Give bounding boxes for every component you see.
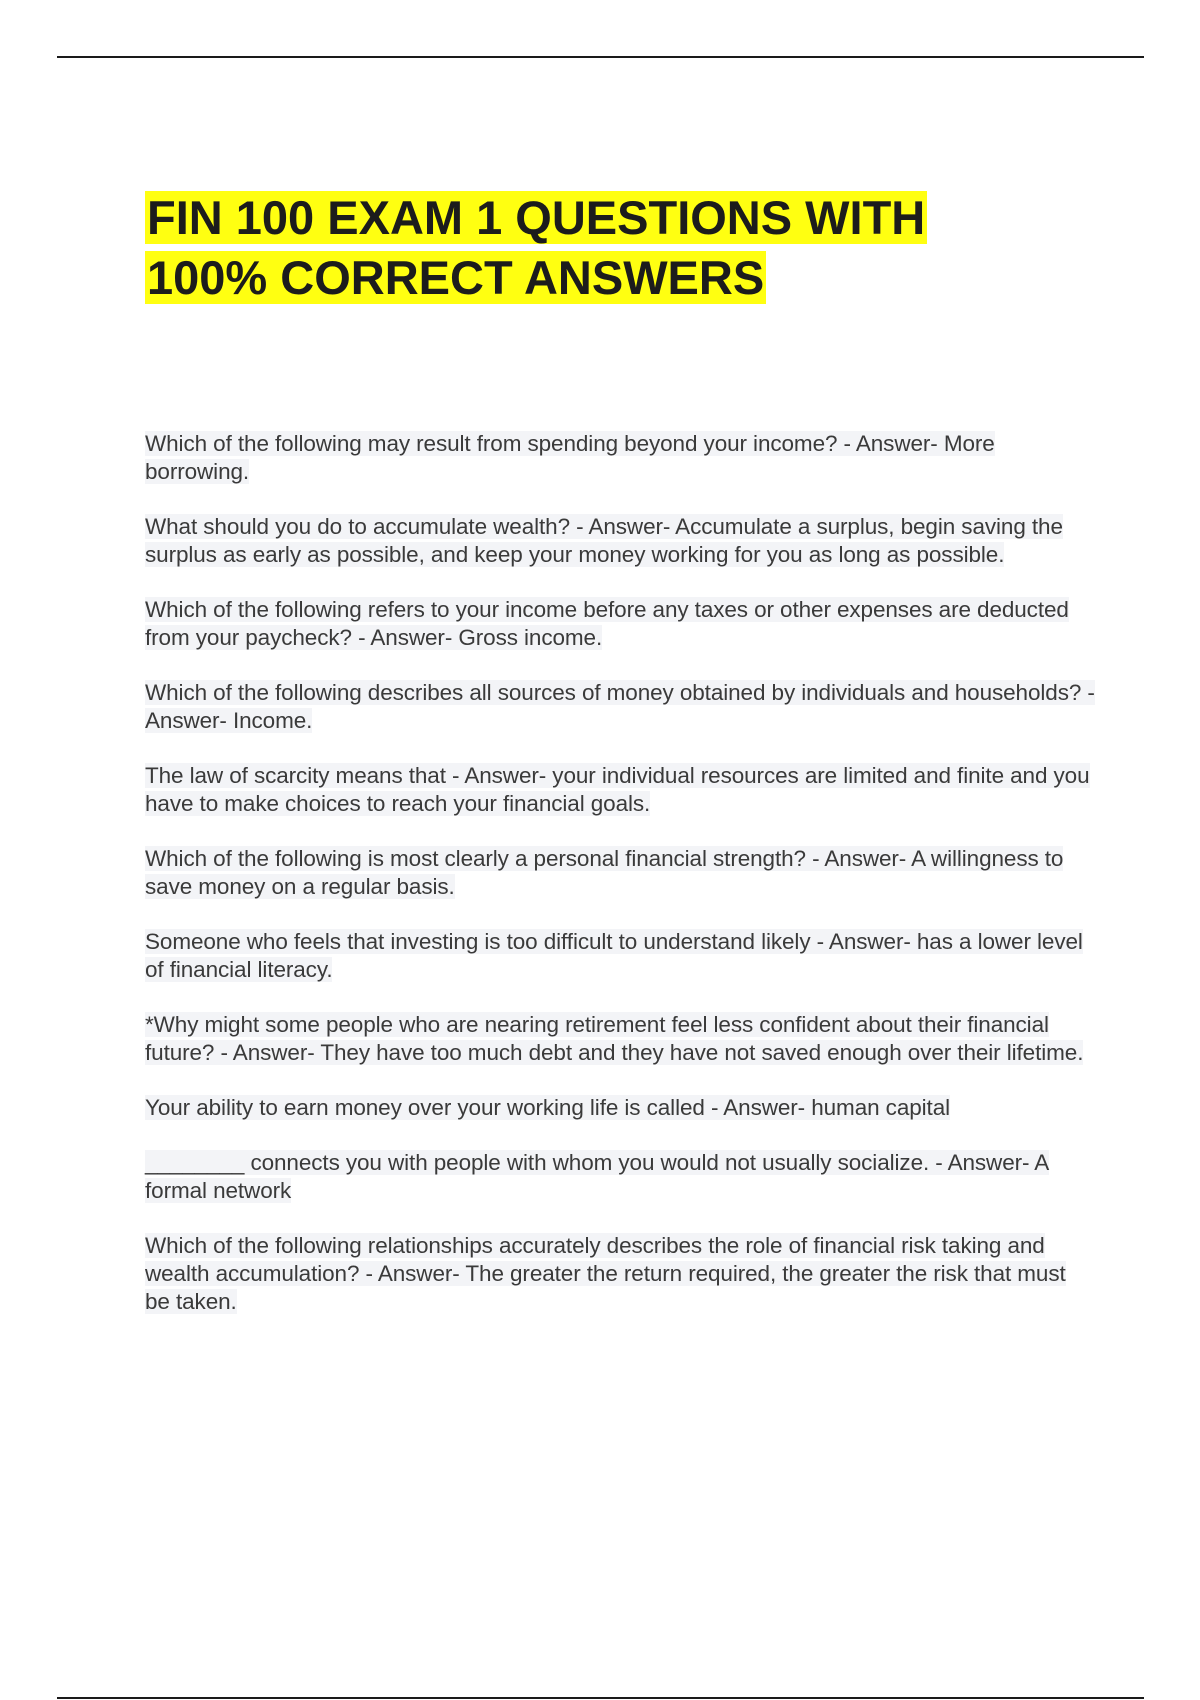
title-line-2: 100% CORRECT ANSWERS (147, 251, 765, 304)
top-divider (57, 56, 1144, 58)
qa-text: Someone who feels that investing is too difficult to understand likely - Answer- has a lower level of financial literacy. (145, 929, 1083, 982)
qa-text: Which of the following relationships accurately describes the role of financial risk taking and wealth accumulation? - Answer- The greater the return required, the greater the risk that must be taken. (145, 1233, 1066, 1314)
document-title (145, 188, 1045, 308)
qa-text: The law of scarcity means that - Answer- your individual resources are limited and finite and you have to make choices to reach your financial goals. (145, 763, 1090, 816)
qa-text: ________ connects you with people with whom you would not usually socialize. - Answer- A formal network (145, 1150, 1050, 1203)
qa-text: Which of the following may result from spending beyond your income? - Answer- More borrowing. (145, 431, 995, 484)
qa-text: Which of the following is most clearly a personal financial strength? - Answer- A willingness to save money on a regular basis. (145, 846, 1064, 899)
qa-item-7 (145, 928, 1095, 984)
title-line-1: FIN 100 EXAM 1 QUESTIONS WITH (147, 191, 926, 244)
qa-item-4 (145, 679, 1095, 735)
qa-item-5 (145, 762, 1095, 818)
qa-item-2 (145, 513, 1095, 569)
bottom-divider (57, 1697, 1144, 1699)
qa-item-11 (145, 1232, 1095, 1316)
qa-text: Which of the following describes all sources of money obtained by individuals and households? - Answer- Income. (145, 680, 1095, 733)
qa-text: Your ability to earn money over your working life is called - Answer- human capital (145, 1095, 951, 1120)
qa-item-10 (145, 1149, 1095, 1205)
qa-item-8 (145, 1011, 1095, 1067)
qa-item-6 (145, 845, 1095, 901)
question-answer-list (145, 430, 1095, 1343)
qa-item-9 (145, 1094, 1095, 1122)
qa-item-3 (145, 596, 1095, 652)
qa-item-1 (145, 430, 1095, 486)
qa-text: *Why might some people who are nearing retirement feel less confident about their financial future? - Answer- They have too much debt and they have not saved enough over their lifetime. (145, 1012, 1084, 1065)
qa-text: What should you do to accumulate wealth? - Answer- Accumulate a surplus, begin saving the surplus as early as possible, and keep your money working for you as long as possible. (145, 514, 1063, 567)
qa-text: Which of the following refers to your income before any taxes or other expenses are deducted from your paycheck? - Answer- Gross income. (145, 597, 1069, 650)
